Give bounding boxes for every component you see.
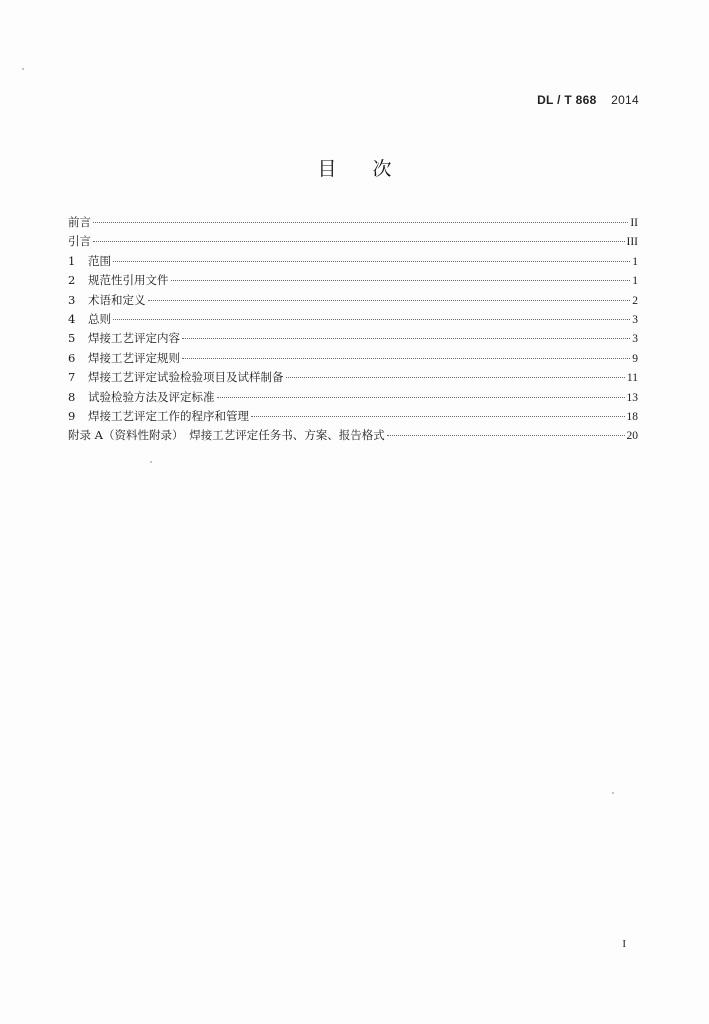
standard-code xyxy=(537,93,639,107)
toc-leader-dots xyxy=(251,416,625,417)
toc-leader-dots xyxy=(113,319,630,320)
toc-entry-page: 3 xyxy=(632,313,638,326)
toc-entry-page: 1 xyxy=(632,255,638,268)
toc-entry-page: 13 xyxy=(626,391,638,404)
toc-entry-label: 焊接工艺评定规则 xyxy=(88,350,180,365)
toc-leader-dots xyxy=(387,435,625,436)
toc-entry-label: 前言 xyxy=(68,215,91,229)
toc-entry-page: 3 xyxy=(632,333,638,346)
toc-entry xyxy=(68,213,638,232)
toc-entry-page: 2 xyxy=(632,294,638,307)
toc-entry-number: 2 xyxy=(68,273,76,288)
scan-speck xyxy=(150,461,152,463)
table-of-contents xyxy=(68,213,638,446)
toc-entry xyxy=(68,388,638,407)
toc-entry-page: 1 xyxy=(632,275,638,288)
toc-leader-dots xyxy=(93,222,628,223)
toc-entry-page: III xyxy=(626,236,638,249)
toc-entry-label: 焊接工艺评定内容 xyxy=(88,331,180,346)
toc-entry xyxy=(68,407,638,426)
toc-entry-page: II xyxy=(630,217,638,229)
toc-entry-label: 试验检验方法及评定标准 xyxy=(88,389,215,404)
page-title: 目次 xyxy=(317,158,428,180)
toc-leader-dots xyxy=(182,358,630,359)
toc-entry-page: 20 xyxy=(626,430,638,443)
toc-entry xyxy=(68,368,638,387)
toc-leader-dots xyxy=(286,377,625,378)
toc-entry-page: 18 xyxy=(626,410,638,423)
toc-leader-dots xyxy=(148,300,631,301)
toc-entry-label: 范围 xyxy=(88,253,111,268)
toc-entry-number: 3 xyxy=(68,292,76,307)
toc-entry-label: 焊接工艺评定工作的程序和管理 xyxy=(88,408,249,423)
toc-entry-number: 1 xyxy=(68,253,76,268)
toc-entry xyxy=(68,310,638,329)
scan-speck xyxy=(612,792,614,794)
toc-entry-label: 总则 xyxy=(88,311,111,326)
toc-entry-page: 9 xyxy=(632,352,638,365)
toc-entry xyxy=(68,349,638,368)
toc-entry xyxy=(68,232,638,251)
toc-leader-dots xyxy=(171,280,631,281)
toc-entry-number: 6 xyxy=(68,350,76,365)
scan-speck xyxy=(22,68,24,70)
toc-entry-label: 术语和定义 xyxy=(88,292,146,307)
standard-code-number: DL / T 868 xyxy=(537,93,597,107)
toc-leader-dots xyxy=(217,397,625,398)
toc-entry-label: 引言 xyxy=(68,234,91,249)
toc-entry-label: 焊接工艺评定试验检验项目及试样制备 xyxy=(88,370,284,385)
page-number: I xyxy=(622,938,626,950)
toc-entry-number: 8 xyxy=(68,389,76,404)
toc-entry-label: 附录 A（资料性附录） 焊接工艺评定任务书、方案、报告格式 xyxy=(68,428,385,443)
toc-entry xyxy=(68,252,638,271)
toc-entry-label: 规范性引用文件 xyxy=(88,273,169,288)
standard-code-year: 2014 xyxy=(611,93,639,107)
toc-entry-number: 7 xyxy=(68,370,76,385)
toc-entry-number: 5 xyxy=(68,331,76,346)
toc-leader-dots xyxy=(113,261,630,262)
toc-entry-page: 11 xyxy=(626,372,638,385)
toc-entry-number: 4 xyxy=(68,311,76,326)
toc-entry-number: 9 xyxy=(68,408,76,423)
toc-entry xyxy=(68,426,638,445)
toc-leader-dots xyxy=(93,241,625,242)
toc-entry xyxy=(68,271,638,290)
toc-leader-dots xyxy=(182,338,630,339)
toc-entry xyxy=(68,291,638,310)
toc-entry xyxy=(68,329,638,348)
